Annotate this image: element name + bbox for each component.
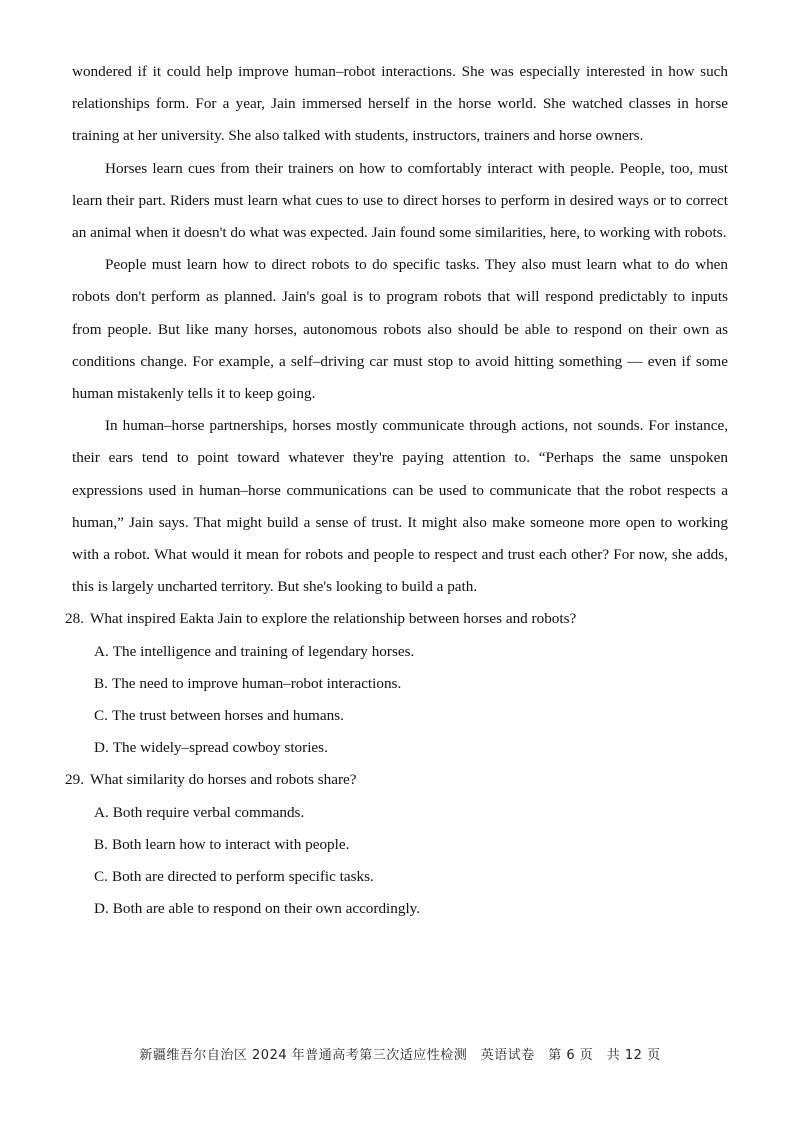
answer-option[interactable] bbox=[94, 668, 728, 700]
answer-option[interactable] bbox=[94, 636, 728, 668]
option-text: Both learn how to interact with people. bbox=[111, 835, 350, 853]
option-letter: D. bbox=[94, 739, 109, 757]
answer-option[interactable] bbox=[94, 700, 728, 732]
option-text: The need to improve human–robot interactions. bbox=[111, 674, 402, 692]
answer-option[interactable] bbox=[94, 732, 728, 764]
page-footer: 新疆维吾尔自治区 2024 年普通高考第三次适应性检测 英语试卷 第 6 页 共 12 页 bbox=[139, 1048, 661, 1063]
option-letter: D. bbox=[94, 900, 109, 918]
question-number: 28. bbox=[65, 610, 84, 628]
question-stem bbox=[65, 764, 728, 796]
question-text: What similarity do horses and robots share? bbox=[89, 771, 357, 789]
exam-page bbox=[65, 56, 728, 925]
question-number: 29. bbox=[65, 771, 84, 789]
option-letter: C. bbox=[94, 707, 108, 725]
option-text: Both are directed to perform specific tasks. bbox=[111, 868, 374, 886]
option-text: The intelligence and training of legendary horses. bbox=[112, 642, 415, 660]
answer-option[interactable] bbox=[94, 797, 728, 829]
option-text: The trust between horses and humans. bbox=[111, 707, 344, 725]
option-text: Both require verbal commands. bbox=[112, 803, 305, 821]
passage-paragraph: Horses learn cues from their trainers on how to comfortably interact with people. People, too, must learn their part. Riders must learn what cues to use to direct horses to perform in desired ways or to correct an animal when it doesn't do what was expected. Jain found some similarities, here, to working with robots. bbox=[72, 159, 728, 242]
answer-option[interactable] bbox=[94, 829, 728, 861]
option-text: The widely–spread cowboy stories. bbox=[112, 739, 328, 757]
answer-option[interactable] bbox=[94, 861, 728, 893]
passage-paragraph: People must learn how to direct robots to do specific tasks. They also must learn what to do when robots don't perform as planned. Jain's goal is to program robots that will respond predictably to inputs from people. But like many horses, autonomous robots also should be able to respond on their own as conditions change. For example, a self–driving car must stop to avoid hitting something — even if some human mistakenly tells it to keep going. bbox=[72, 256, 728, 403]
option-letter: C. bbox=[94, 868, 108, 886]
option-letter: A. bbox=[94, 642, 109, 660]
question-text: What inspired Eakta Jain to explore the relationship between horses and robots? bbox=[89, 610, 577, 628]
option-letter: B. bbox=[94, 674, 108, 692]
option-text: Both are able to respond on their own accordingly. bbox=[112, 900, 421, 918]
option-letter: B. bbox=[94, 835, 108, 853]
option-letter: A. bbox=[94, 803, 109, 821]
question-29 bbox=[65, 764, 728, 925]
answer-option[interactable] bbox=[94, 893, 728, 925]
question-28 bbox=[65, 603, 728, 764]
question-stem bbox=[65, 603, 728, 635]
passage-paragraph: In human–horse partnerships, horses mostly communicate through actions, not sounds. For instance, their ears tend to point toward whatever they're paying attention to. “Perhaps the same unspoken expressions used in human–horse communications can be used to communicate that the robot respects a human,” Jain says. That might build a sense of trust. It might also make someone more open to working with a robot. What would it mean for robots and people to respect and trust each other? For now, she adds, this is largely uncharted territory. But she's looking to build a path. bbox=[72, 417, 728, 596]
passage-paragraph: wondered if it could help improve human–robot interactions. She was especially interested in how such relationships form. For a year, Jain immersed herself in the horse world. She watched classes in horse training at her university. She also talked with students, instructors, trainers and horse owners. bbox=[72, 63, 728, 145]
